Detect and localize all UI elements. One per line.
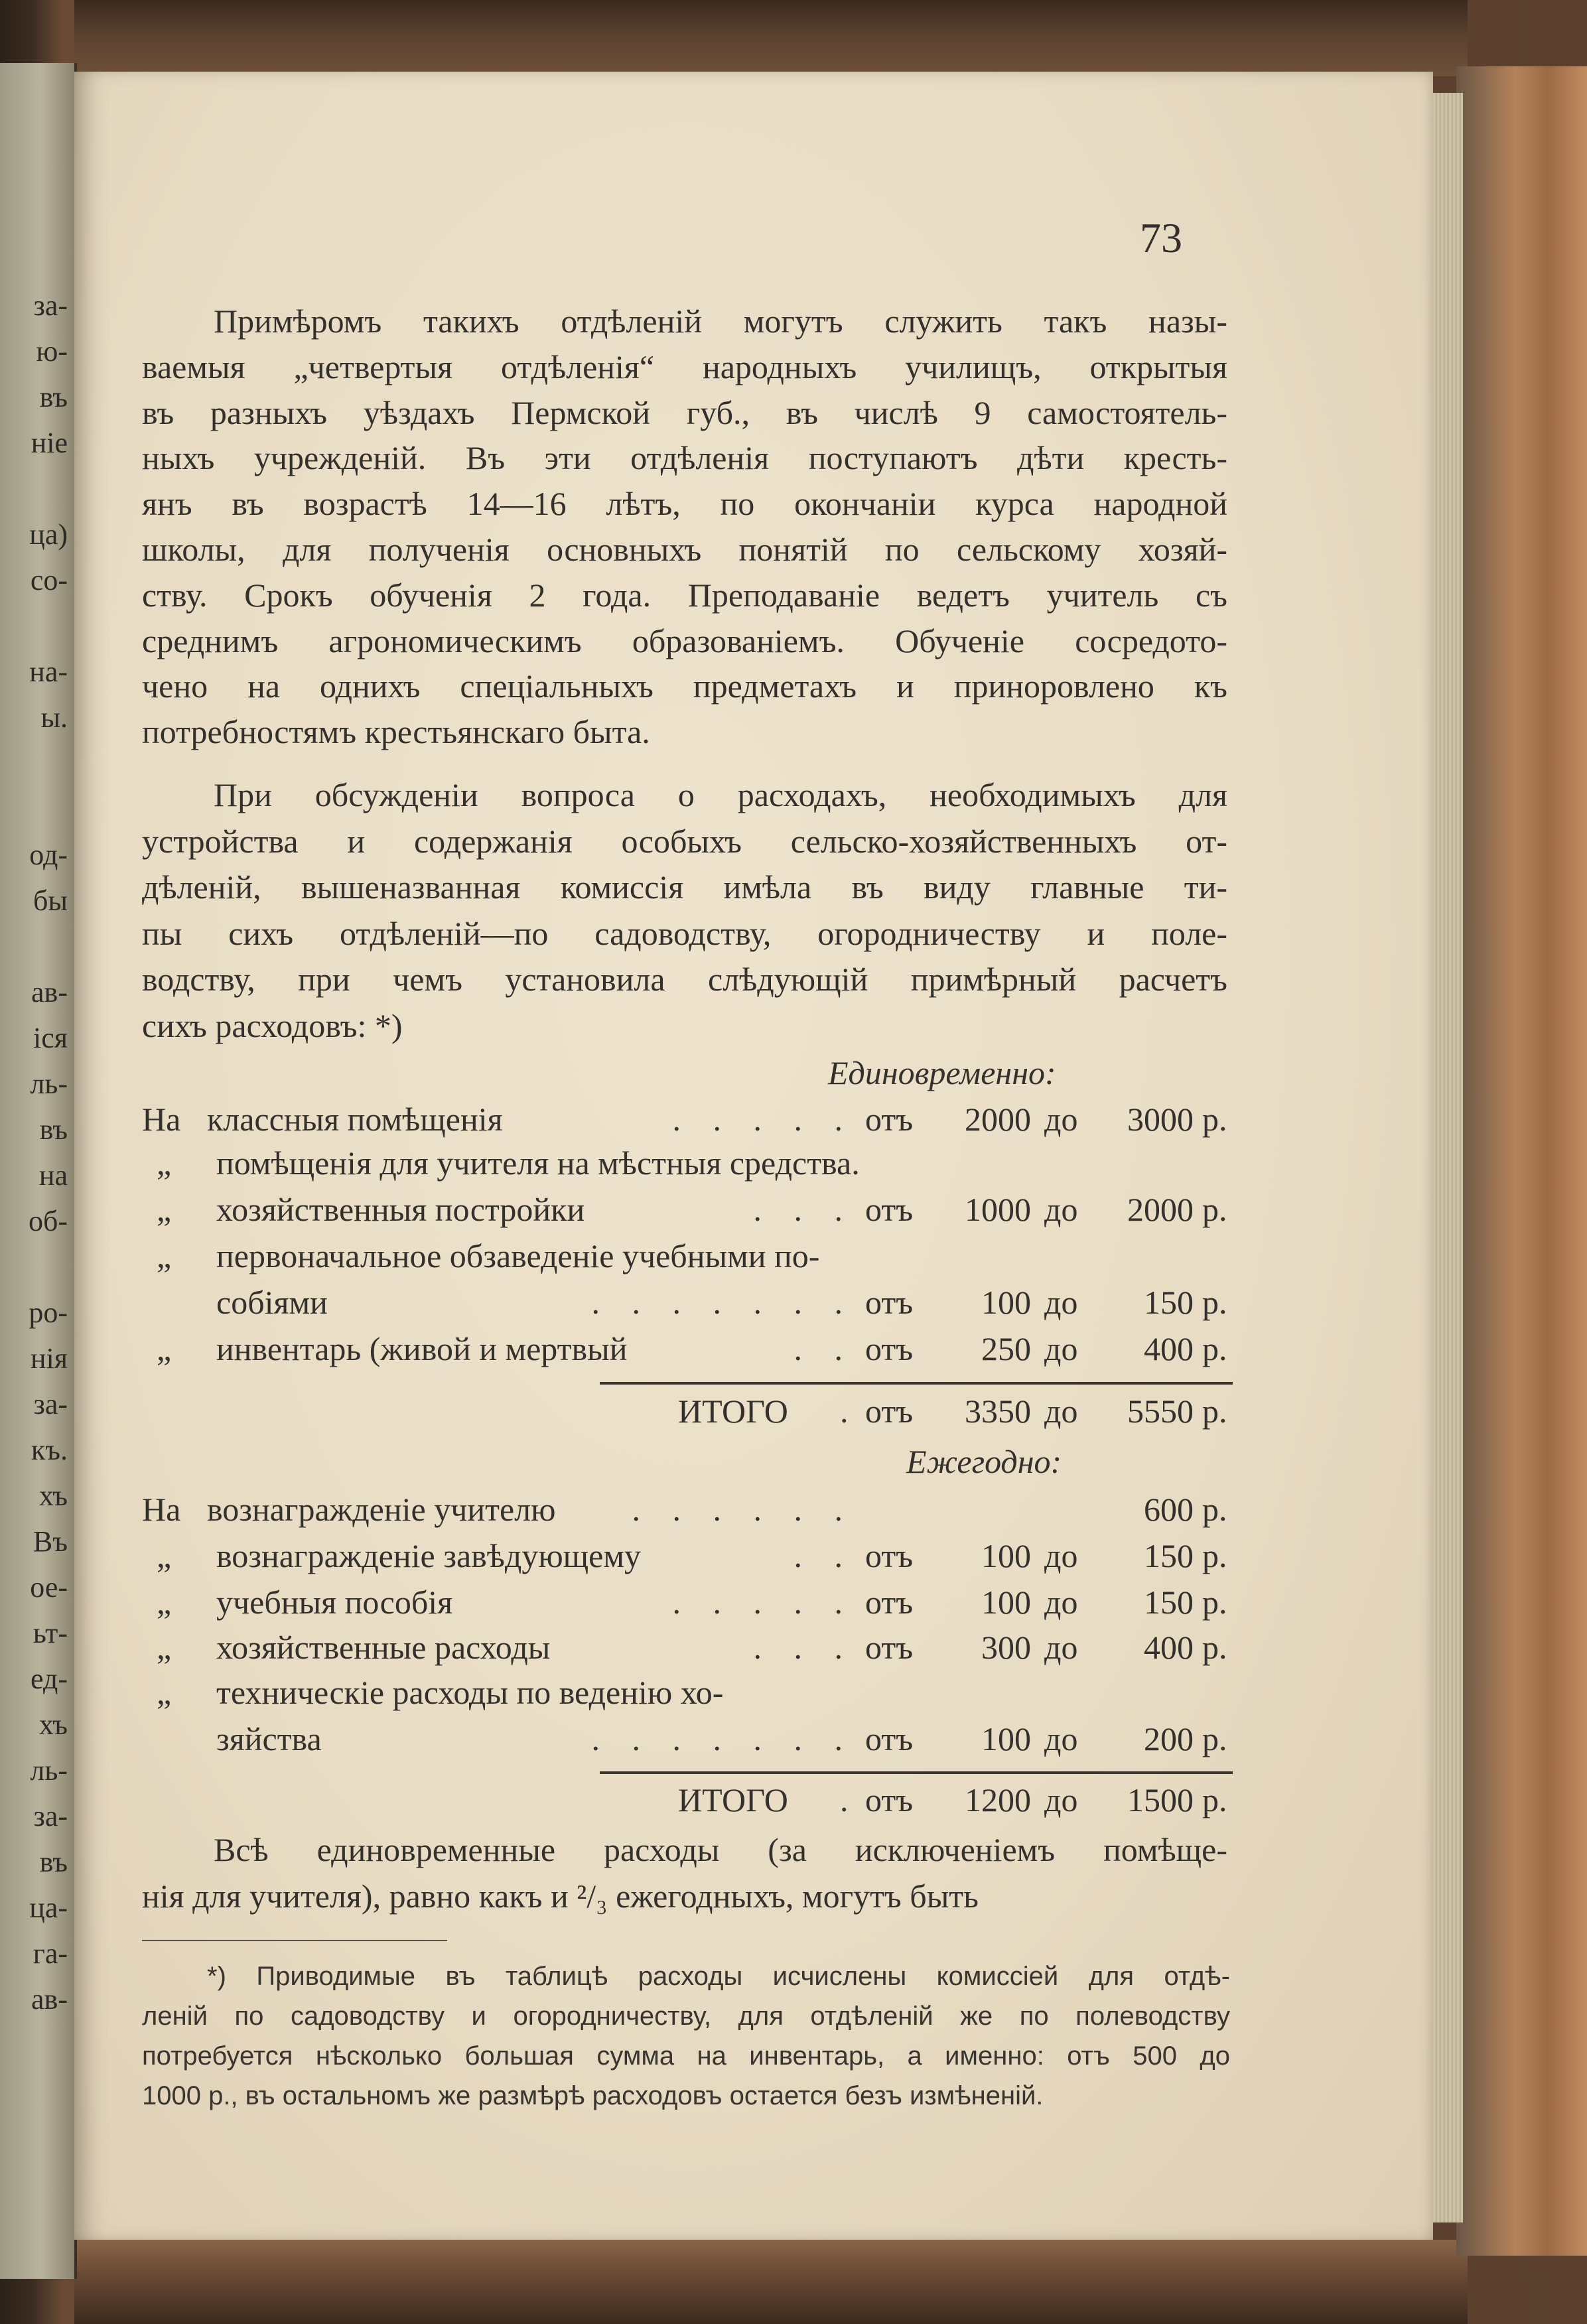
row-label: хозяйственные расходы (216, 1629, 551, 1666)
annual-total-rule (600, 1771, 1233, 1774)
row-from: отъ (865, 1101, 914, 1138)
table-row (142, 1100, 1230, 1145)
row-currency: р. (1202, 1330, 1227, 1367)
page-number: 73 (1140, 214, 1182, 261)
row-mark: На (142, 1101, 181, 1138)
footnote-line: потребуется нѣсколько большая сумма на инвентарь, а именно: отъ 500 до (142, 2041, 1230, 2071)
row-value-to: 400 (1144, 1629, 1194, 1666)
row-currency: р. (1202, 1584, 1227, 1621)
row-dots: . . . (753, 1191, 855, 1228)
row-from: отъ (865, 1330, 914, 1367)
row-mark: „ (157, 1537, 172, 1574)
row-dots: . . (794, 1537, 855, 1574)
row-from: отъ (865, 1629, 914, 1666)
row-do: до (1044, 1284, 1078, 1321)
row-currency: р. (1202, 1629, 1227, 1666)
previous-page-fragment: въ (39, 381, 68, 413)
previous-page-fragment: нія (30, 1342, 68, 1375)
row-label: помѣщенія для учителя на мѣстныя средства. (216, 1144, 860, 1182)
row-mark: „ (157, 1629, 172, 1666)
previous-page-fragment: ое- (30, 1571, 68, 1604)
row-value-from: 1000 (965, 1191, 1031, 1228)
onetime-heading: Единовременно: (828, 1054, 1056, 1091)
row-label: вознагражденіе завѣдующему (216, 1537, 642, 1574)
row-value-to: 1500 (1127, 1781, 1194, 1818)
row-from: отъ (865, 1537, 914, 1574)
row-dots: . . (794, 1330, 855, 1367)
text-line: среднимъ агрономическимъ образованіемъ. Обученіе сосредото- (142, 622, 1227, 659)
previous-page-fragment: ль- (30, 1067, 68, 1100)
row-dots: . . . . . (672, 1101, 855, 1138)
previous-page-fragment: ца- (29, 1891, 68, 1924)
footnote-line: леній по садоводству и огородничеству, для отдѣленій же по полеводству (142, 2002, 1230, 2031)
footnote-rule (142, 1940, 447, 1941)
row-value-from: 300 (981, 1629, 1031, 1666)
text-line: Всѣ единовременные расходы (за исключеніемъ помѣще- (214, 1831, 1227, 1868)
previous-page-fragment: хъ (38, 1479, 68, 1512)
row-label: первоначальное обзаведеніе учебными по- (216, 1237, 820, 1274)
previous-page-edge (0, 63, 77, 2279)
row-value-to: 200 (1144, 1720, 1194, 1757)
table-row (142, 1673, 1230, 1718)
text-line: ныхъ учрежденій. Въ эти отдѣленія поступаютъ дѣти кресть- (142, 439, 1227, 477)
previous-page-fragment: од- (29, 839, 68, 871)
row-do: до (1044, 1629, 1078, 1666)
text-line: школы, для полученія основныхъ понятій по сельскому хозяй- (142, 531, 1227, 568)
row-do: до (1044, 1537, 1078, 1574)
previous-page-fragment: въ (39, 1113, 68, 1146)
row-value-from: 2000 (965, 1101, 1031, 1138)
row-currency: р. (1202, 1491, 1227, 1528)
row-value-from: 100 (981, 1284, 1031, 1321)
row-from: отъ (865, 1191, 914, 1228)
text-line: При обсужденіи вопроса о расходахъ, необходимыхъ для (214, 776, 1227, 813)
text-line: потребностямъ крестьянскаго быта. (142, 713, 650, 751)
table-row (142, 1144, 1230, 1189)
row-label: техническіе расходы по веденію хо- (216, 1674, 724, 1711)
row-value-to: 3000 (1127, 1101, 1194, 1138)
row-mark: „ (157, 1144, 172, 1182)
row-mark: „ (157, 1191, 172, 1228)
row-mark: „ (157, 1584, 172, 1621)
previous-page-fragment: Въ (33, 1525, 68, 1558)
previous-page-fragment: ніе (31, 427, 68, 459)
previous-page-fragment: за- (33, 1388, 68, 1420)
table-row (142, 1237, 1230, 1282)
text-line: ству. Срокъ обученія 2 года. Преподаваніе ведетъ учитель съ (142, 576, 1227, 614)
row-from: отъ (865, 1781, 914, 1818)
annual-heading: Ежегодно: (906, 1443, 1062, 1480)
row-do: до (1044, 1330, 1078, 1367)
row-currency: р. (1202, 1191, 1227, 1228)
row-do: до (1044, 1191, 1078, 1228)
table-row (142, 1490, 1230, 1535)
row-mark: На (142, 1491, 181, 1528)
row-currency: р. (1202, 1393, 1227, 1430)
table-row (142, 1628, 1230, 1673)
row-from: отъ (865, 1393, 914, 1430)
text-line: нія для учителя), равно какъ и ²/₃ ежегодныхъ, могутъ быть (142, 1878, 979, 1915)
row-dots: . . . . . . . (591, 1720, 855, 1757)
row-do: до (1044, 1101, 1078, 1138)
row-do: до (1044, 1393, 1078, 1430)
previous-page-fragment: за- (33, 1800, 68, 1832)
text-line: дѣленій, вышеназванная комиссія имѣла въ виду главные ти- (142, 868, 1227, 906)
row-value-to: 2000 (1127, 1191, 1194, 1228)
row-value-from: 3350 (965, 1393, 1031, 1430)
total-label: ИТОГО (678, 1781, 788, 1818)
total-dots: . (840, 1393, 849, 1430)
row-do: до (1044, 1781, 1078, 1818)
row-dots: . . . . . (672, 1584, 855, 1621)
previous-page-fragment: къ. (31, 1434, 68, 1466)
previous-page-fragment: ца) (29, 518, 68, 551)
row-label: учебныя пособія (216, 1584, 453, 1621)
row-label: вознагражденіе учителю (207, 1491, 556, 1528)
row-currency: р. (1202, 1720, 1227, 1757)
row-dots: . . . (753, 1629, 855, 1666)
book-top-edge (74, 0, 1468, 76)
row-from: отъ (865, 1284, 914, 1321)
row-label: классныя помѣщенія (207, 1101, 503, 1138)
row-value-to: 150 (1144, 1584, 1194, 1621)
previous-page-fragment: іся (33, 1022, 68, 1054)
text-line: въ разныхъ уѣздахъ Пермской губ., въ числѣ 9 самостоятель- (142, 393, 1227, 431)
book-cover-edge (1456, 66, 1587, 2256)
table-row (142, 1190, 1230, 1235)
previous-page-fragment: за- (33, 289, 68, 322)
row-value-from: 100 (981, 1584, 1031, 1621)
footnote-line: *) Приводимые въ таблицѣ расходы исчислены комиссіей для отдѣ- (207, 1962, 1230, 1991)
previous-page-fragment: хъ (38, 1708, 68, 1741)
row-value-to: 5550 (1127, 1393, 1194, 1430)
row-value-to: 150 (1144, 1537, 1194, 1574)
row-label: хозяйственныя постройки (216, 1191, 585, 1228)
text-line: устройства и содержанія особыхъ сельско-хозяйственныхъ от- (142, 822, 1227, 860)
previous-page-fragment: ав- (31, 976, 68, 1008)
row-value-to: 150 (1144, 1284, 1194, 1321)
row-currency: р. (1202, 1537, 1227, 1574)
text-line: янъ въ возрастѣ 14—16 лѣтъ, по окончаніи курса народной (142, 485, 1227, 523)
row-currency: р. (1202, 1101, 1227, 1138)
footnote-line: 1000 р., въ остальномъ же размѣрѣ расходовъ остается безъ измѣненій. (142, 2081, 1044, 2110)
previous-page-fragment: ав- (31, 1983, 68, 2016)
previous-page-fragment: бы (33, 884, 68, 917)
row-mark: „ (157, 1330, 172, 1367)
row-value-from: 1200 (965, 1781, 1031, 1818)
row-mark: „ (157, 1674, 172, 1711)
total-dots: . (840, 1781, 849, 1818)
onetime-total-rule (600, 1382, 1233, 1385)
text-line: Примѣромъ такихъ отдѣленій могутъ служить такъ назы- (214, 303, 1227, 340)
text-line: сихъ расходовъ: *) (142, 1007, 403, 1044)
row-label: собіями (216, 1284, 328, 1321)
total-label: ИТОГО (678, 1393, 788, 1430)
table-row (142, 1330, 1230, 1375)
row-value-to: 400 (1144, 1330, 1194, 1367)
row-label: зяйства (216, 1720, 322, 1757)
row-mark: „ (157, 1237, 172, 1274)
row-value-from: 250 (981, 1330, 1031, 1367)
text-line: водству, при чемъ установила слѣдующій примѣрный расчетъ (142, 961, 1227, 998)
previous-page-fragment: ед- (31, 1663, 68, 1695)
text-line: пы сихъ отдѣленій—по садоводству, огородничеству и поле- (142, 914, 1227, 952)
previous-page-fragment: на (38, 1159, 68, 1192)
row-do: до (1044, 1584, 1078, 1621)
previous-page-fragment: ы. (40, 701, 68, 734)
total-row (142, 1392, 1230, 1437)
table-row (142, 1720, 1230, 1765)
row-value-to: 600 (1144, 1491, 1194, 1528)
previous-page-fragment: ьт- (33, 1617, 68, 1649)
table-row (142, 1283, 1230, 1328)
row-currency: р. (1202, 1284, 1227, 1321)
table-row (142, 1583, 1230, 1628)
total-row (142, 1781, 1230, 1826)
book-bottom-edge (74, 2240, 1468, 2324)
previous-page-fragment: въ (39, 1846, 68, 1878)
row-from: отъ (865, 1584, 914, 1621)
row-dots: . . . . . . (632, 1491, 855, 1528)
previous-page-fragment: на- (29, 655, 68, 688)
table-row (142, 1537, 1230, 1582)
row-from: отъ (865, 1720, 914, 1757)
text-line: чено на однихъ спеціальныхъ предметахъ и приноровлено къ (142, 667, 1227, 705)
row-label: инвентарь (живой и мертвый (216, 1330, 628, 1367)
previous-page-fragment: об- (28, 1205, 68, 1237)
previous-page-fragment: ю- (36, 335, 68, 368)
previous-page-fragment: со- (30, 564, 68, 596)
row-value-from: 100 (981, 1537, 1031, 1574)
row-value-from: 100 (981, 1720, 1031, 1757)
previous-page-fragment: ль- (30, 1754, 68, 1787)
previous-page-fragment: га- (33, 1937, 68, 1970)
previous-page-fragment: ро- (29, 1296, 68, 1329)
row-do: до (1044, 1720, 1078, 1757)
row-dots: . . . . . . . (591, 1284, 855, 1321)
row-currency: р. (1202, 1781, 1227, 1818)
text-line: ваемыя „четвертыя отдѣленія“ народныхъ училищъ, открытыя (142, 348, 1227, 385)
